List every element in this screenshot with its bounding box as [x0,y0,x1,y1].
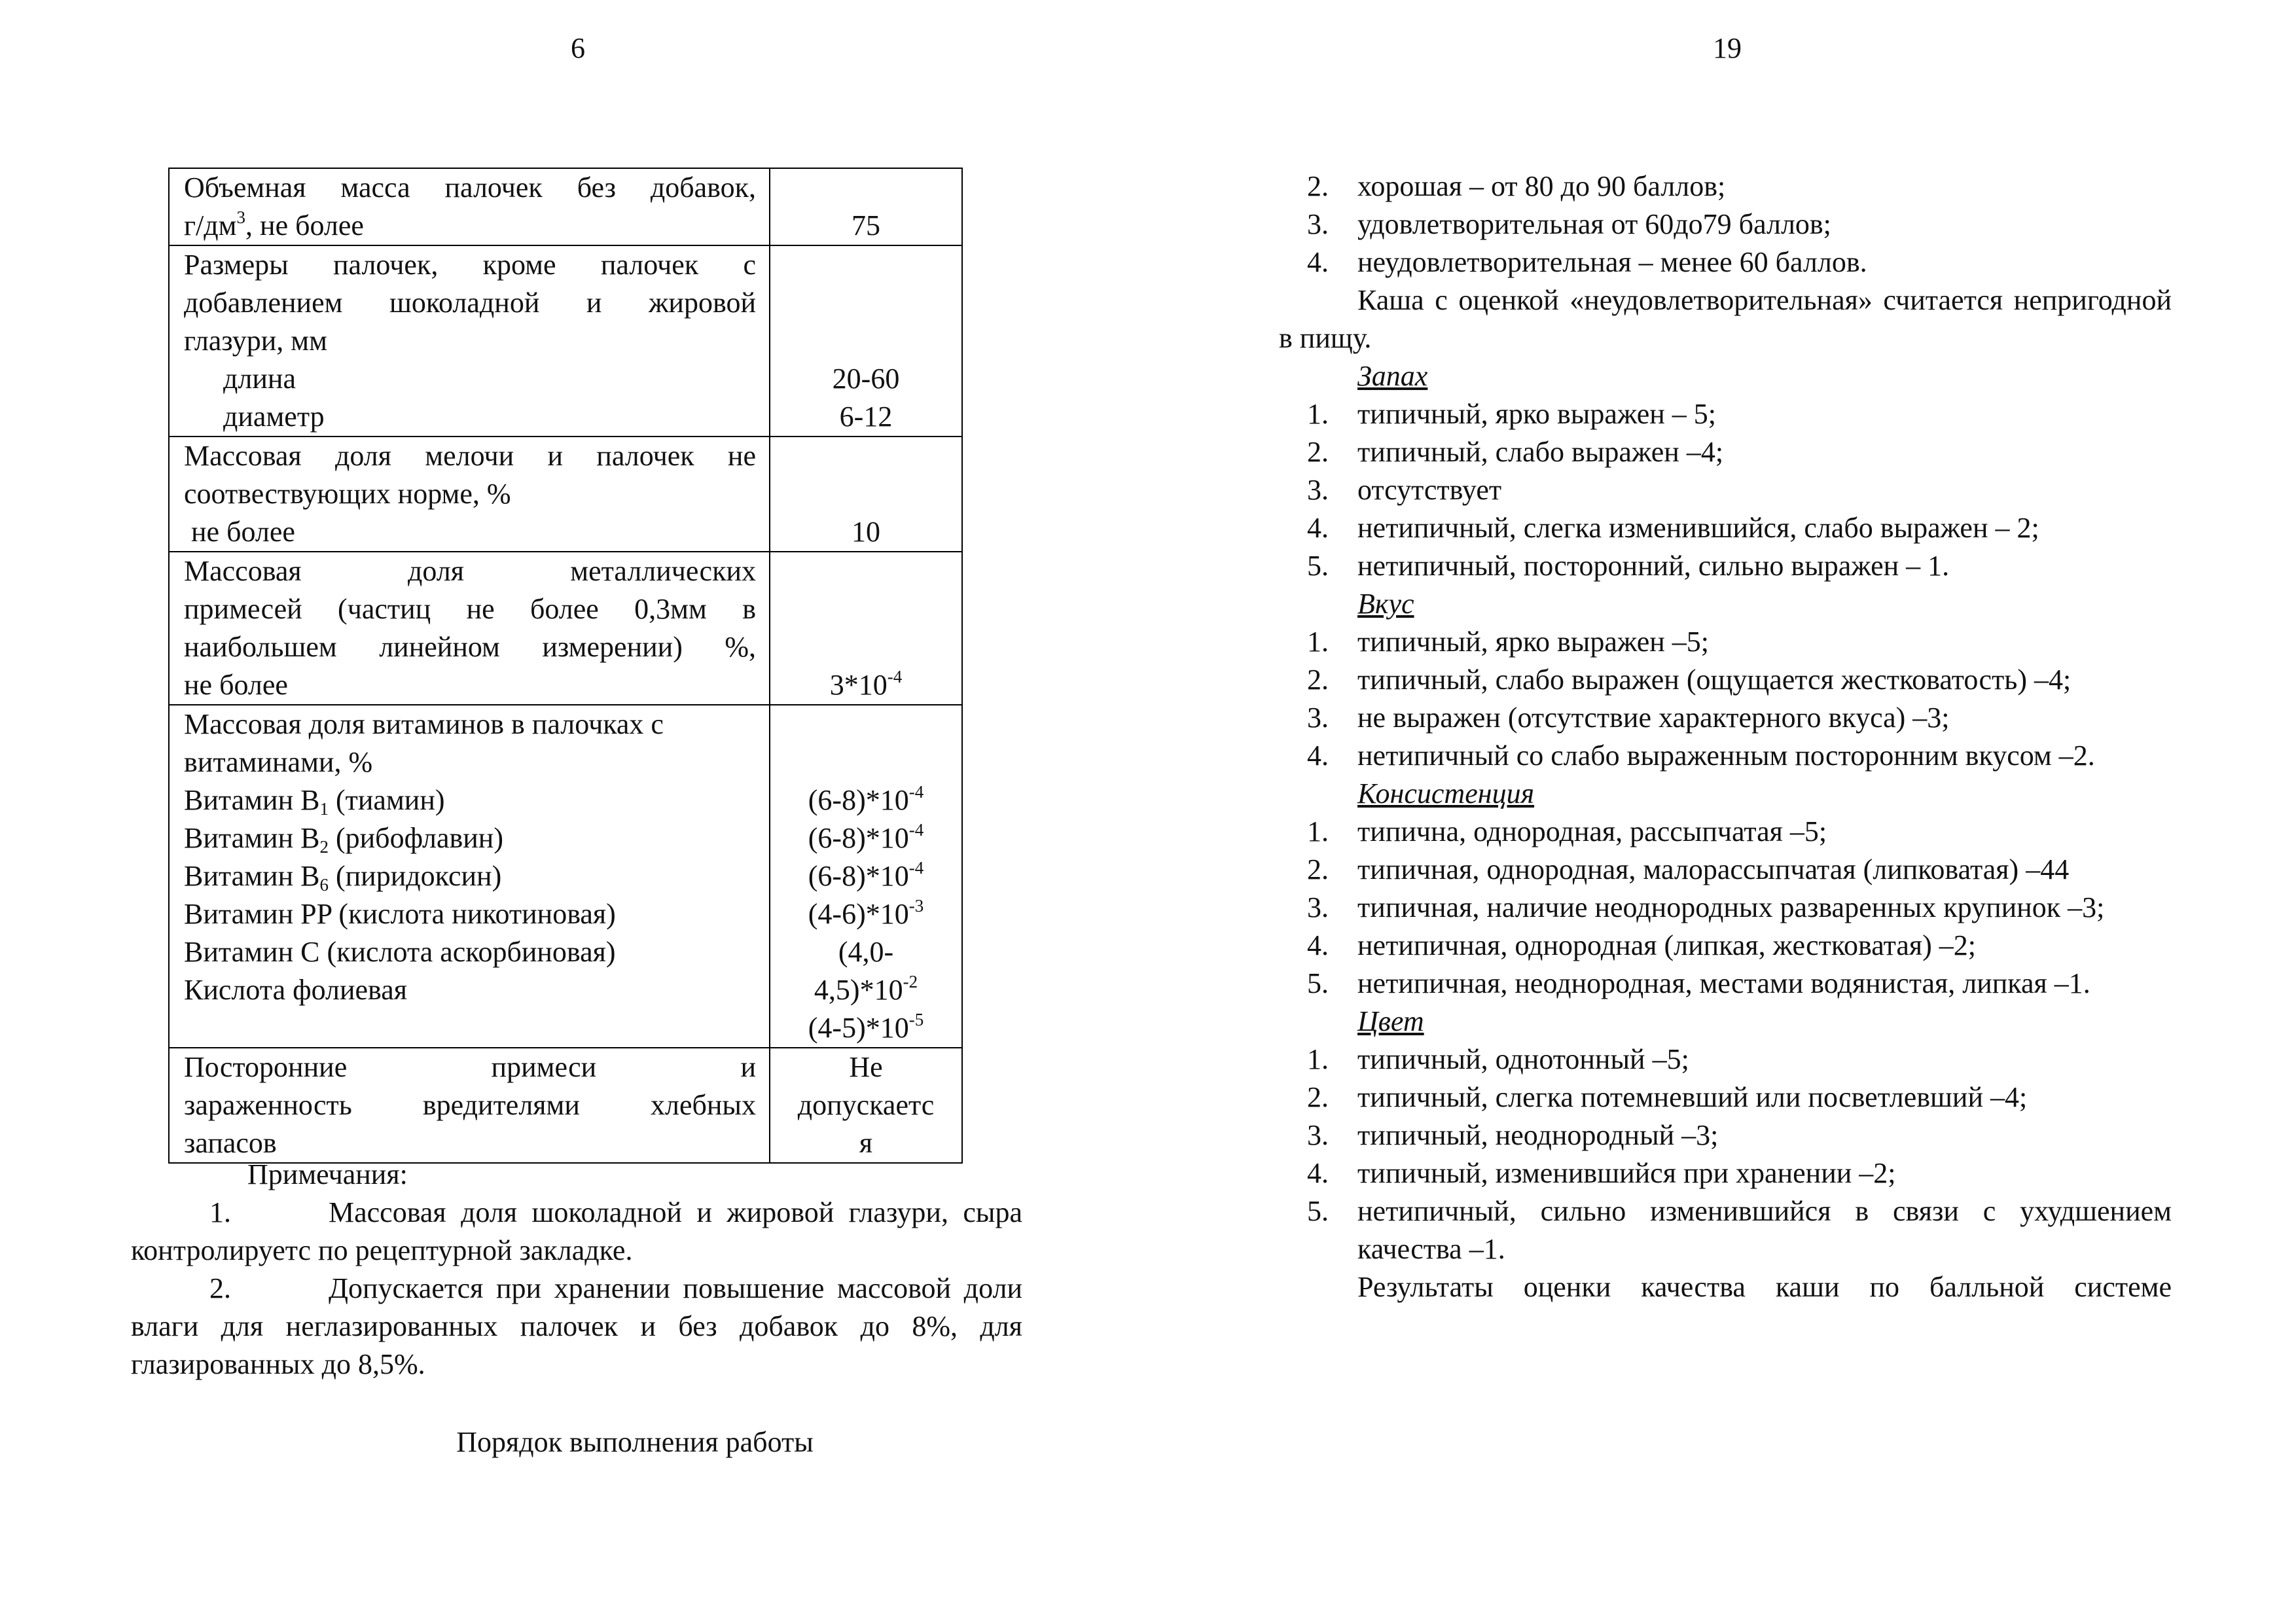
value-text: $4,5)*10^{-2}$ [814,972,918,1006]
list-item: 3. удовлетворительная от 60до79 баллов; [1307,208,1831,240]
vitamin-pp: Витамин PP (кислота никотиновая) [184,898,616,930]
param-text: зараженность вредителями хлебных [184,1089,756,1121]
param-cell [169,1048,770,1163]
value-text: я [859,1127,873,1159]
results-line: Результаты оценки качества каши по балльной системе [1357,1271,2172,1303]
value-cell [770,245,962,437]
table-row [169,168,962,245]
table-row [169,705,962,1048]
list-item: 3. отсутствует [1307,474,1502,506]
value-text: 20-60 [832,363,900,395]
taste-heading: Вкус [1357,588,1414,620]
param-text: запасов [184,1127,277,1159]
value-text: 6-12 [839,401,893,433]
page-number-right: 19 [1713,32,1742,64]
value-cell: 75 [770,168,962,245]
param-cell [169,705,770,1048]
list-item: 2. типичный, слегка потемневший или посветлевший –4; [1307,1081,2028,1113]
param-text: глазури, мм [184,325,327,357]
page-number-left: 6 [571,32,585,64]
specifications-table [168,168,963,1164]
notes-block [131,1156,1022,1383]
table-row [169,245,962,437]
folic-acid: Кислота фолиевая [184,974,408,1006]
param-text: Массовая доля металлических [184,555,756,587]
param-text: витаминами, % [184,746,373,778]
list-item: 3. не выражен (отсутствие характерного вкуса) –3; [1307,702,1950,734]
param-text: наибольшем линейном измерении) %, [184,631,756,663]
list-item: 2. типичный, слабо выражен –4; [1307,436,1724,468]
param-text: не более [184,669,288,701]
list-item: 4. нетипичный со слабо выраженным посторонним вкусом –2. [1307,740,2095,772]
param-text: $г/дм^3$, не более [184,207,364,241]
param-text: не более [184,516,295,548]
table-row [169,552,962,705]
table-row [169,1048,962,1163]
param-cell [169,245,770,437]
param-text: примесей (частиц не более 0,3мм в [184,593,756,625]
param-text: Массовая доля витаминов в палочках с [184,708,664,740]
list-item: 2. типичный, слабо выражен (ощущается жестковатость) –4; [1307,664,2072,696]
value-cell: $3*10^{-4}$ [770,552,962,705]
param-text: добавлением шоколадной и жировой [184,287,756,319]
value-text: $(6-8)*10^{-4}$ [808,782,924,816]
note-item: 2. Допускается при хранении повышение массовой доли влаги для неглазированных палочек и без добавок до 8%, для глазированных до 8,5%. [131,1272,1022,1380]
list-item: 1. типичный, ярко выражен – 5; [1307,398,1717,430]
list-item: 4. типичный, изменившийся при хранении –2; [1307,1157,1896,1189]
table-row [169,437,962,552]
param-cell [169,437,770,552]
list-item: 4. неудовлетворительная – менее 60 баллов. [1307,246,1867,278]
value-text: $(4-5)*10^{-5}$ [808,1010,924,1044]
right-page-content [1279,168,2172,1306]
smell-heading: Запах [1357,360,1428,392]
list-item: 3. типичная, наличие неоднородных разваренных крупинок –3; [1307,891,2105,923]
vitamin-b2: Витамин $B_2$ (рибофлавин) [184,822,503,857]
vitamin-c: Витамин С (кислота аскорбиновая) [184,936,616,968]
list-item: 1. типична, однородная, рассыпчатая –5; [1307,815,1827,847]
vitamin-b6: Витамин $B_6$ (пиридоксин) [184,860,502,895]
param-subitem: длина [223,363,296,395]
value-cell [770,705,962,1048]
value-cell: 10 [770,437,962,552]
value-text: $(6-8)*10^{-4}$ [808,820,924,854]
list-item: 1. типичный, однотонный –5; [1307,1043,1689,1075]
value-text: $(6-8)*10^{-4}$ [808,858,924,892]
vitamin-b1: Витамин $B_1$ (тиамин) [184,784,445,819]
param-cell [169,552,770,705]
value-text: допускаетс [797,1089,935,1121]
list-item: 2. хорошая – от 80 до 90 баллов; [1307,170,1726,202]
param-subitem: диаметр [223,401,325,433]
param-text: Посторонние примеси и [184,1051,756,1083]
porridge-note: Каша с оценкой «неудовлетворительная» считается непригодной в пищу. [1279,284,2172,354]
value-text: Не [849,1051,883,1083]
consistency-heading: Консистенция [1357,777,1535,810]
value-cell [770,1048,962,1163]
note-item: 1. Массовая доля шоколадной и жировой глазури, сыра контролируетс по рецептурной закладке. [131,1196,1022,1266]
value-text: $(4-6)*10^{-3}$ [808,896,924,930]
list-item: 4. нетипичный, слегка изменившийся, слабо выражен – 2; [1307,512,2039,544]
list-item: 4. нетипичная, однородная (липкая, жестковатая) –2; [1307,929,1977,961]
param-text: соотвествующих норме, % [184,478,511,510]
list-item: 3. типичный, неоднородный –3; [1307,1119,1719,1151]
color-heading: Цвет [1357,1005,1424,1037]
value-text: (4,0- [838,936,894,968]
list-item: 5. нетипичный, посторонний, сильно выражен – 1. [1307,550,1950,582]
param-text: Объемная масса палочек без добавок, [184,171,756,204]
section-title: Порядок выполнения работы [456,1426,814,1458]
list-item: 1. типичный, ярко выражен –5; [1307,626,1710,658]
param-cell [169,168,770,245]
list-item: 5. нетипичная, неоднородная, местами водянистая, липкая –1. [1307,967,2090,999]
param-text: Массовая доля мелочи и палочек не [184,440,756,472]
notes-title: Примечания: [247,1158,408,1190]
list-item: 5. нетипичный, сильно изменившийся в связи с ухудшением качества –1. [1307,1195,2172,1265]
param-text: Размеры палочек, кроме палочек с [184,249,756,281]
list-item: 2. типичная, однородная, малорассыпчатая (липковатая) –44 [1307,853,2070,885]
